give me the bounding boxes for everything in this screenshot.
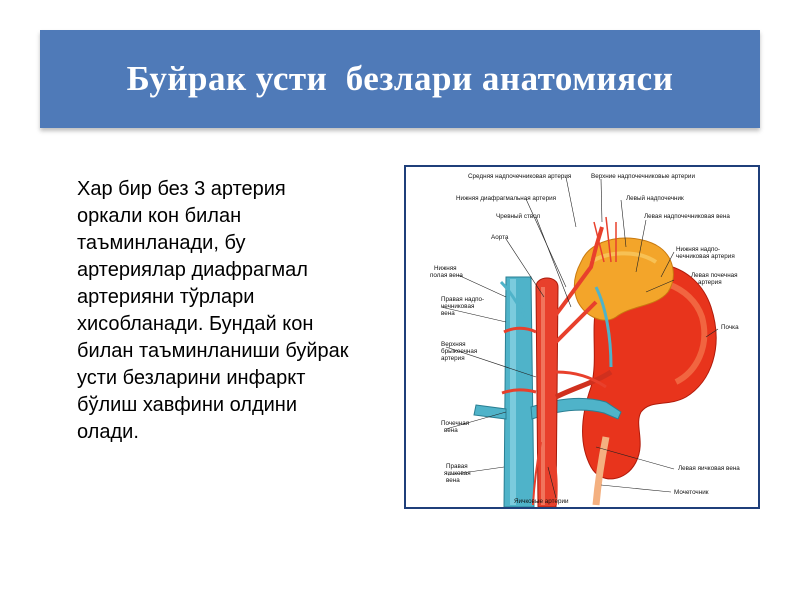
label-inferior-phrenic-artery: Нижняя диафрагмальная артерия [456,195,557,202]
body-line: артерияни тўрлари [77,286,255,308]
label-sup-mesenteric-artery: брыжеечная [441,348,478,355]
body-line: Хар бир без 3 артерия [77,178,286,200]
label-right-testicular-vein: вена [446,477,460,484]
label-testicular-arteries: Яичковые артерии [514,498,569,505]
body-line: олади. [77,421,139,443]
label-aorta: Аорта [491,234,509,241]
label-inferior-vena-cava: Нижняя [434,265,457,272]
body-line: усти безларини инфаркт [77,367,306,389]
label-left-renal-artery: Левая почечная [691,272,738,279]
label-ureter: Мочеточник [674,489,709,496]
label-celiac-trunk: Чревный ствол [496,213,541,220]
label-kidney: Почка [721,324,739,331]
body-line: таъминланади, бу [77,232,246,254]
label-left-renal-artery: артерия [698,279,722,286]
label-right-suprarenal-vein: вена [441,310,455,317]
label-lower-suprarenal-artery: чечниковая артерия [676,253,735,260]
body-line: оркали кон билан [77,205,242,227]
body-line: артериялар диафрагмал [77,259,308,281]
slide-title: Буйрак усти безлари анатомияси [126,59,674,98]
body-line: билан таъминланиши буйрак [77,340,349,362]
label-right-testicular-vein: яичковая [444,470,471,477]
anatomy-figure [404,165,760,509]
aorta-shape [536,278,558,507]
label-right-suprarenal-vein: чечниковая [441,303,475,310]
label-sup-mesenteric-artery: артерия [441,355,465,362]
label-upper-suprarenal-arteries: Верхние надпочечниковые артерии [591,173,695,180]
label-left-suprarenal-vein: Левая надпочечниковая вена [644,213,730,220]
label-inferior-vena-cava: полая вена [430,272,463,279]
label-lower-suprarenal-artery: Нижняя надпо- [676,246,720,253]
body-text [77,176,387,446]
label-right-testicular-vein: Правая [446,463,468,470]
label-renal-vein: Почечная [441,420,470,427]
anatomy-illustration [406,167,758,507]
body-line: бўлиш хавфини олдини [77,394,298,416]
label-renal-vein: вена [444,427,458,434]
label-left-testicular-vein: Левая яичковая вена [678,465,740,472]
label-left-adrenal-gland: Левый надпочечник [626,195,684,202]
label-sup-mesenteric-artery: Верхняя [441,341,466,348]
label-mid-suprarenal-artery: Средняя надпочечниковая артерия [468,173,572,180]
body-line: хисобланади. Бундай кон [77,313,314,335]
label-right-suprarenal-vein: Правая надпо- [441,296,485,303]
title-bar [40,30,760,128]
